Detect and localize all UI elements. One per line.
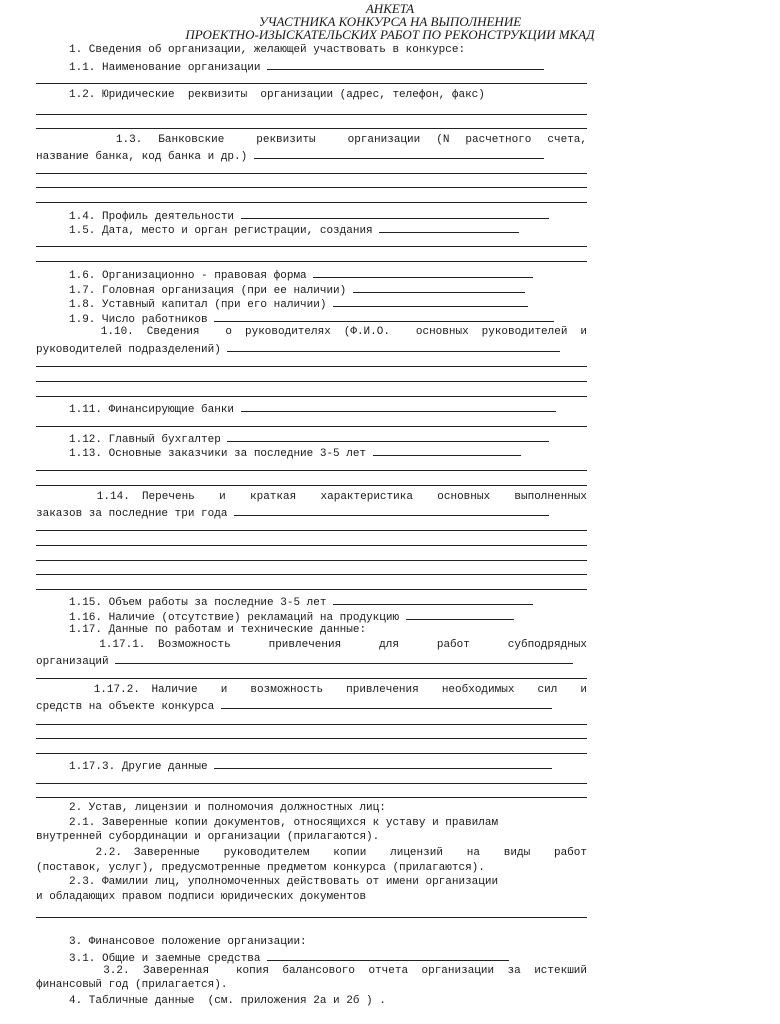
blank-line[interactable]: [36, 560, 587, 561]
fill-line[interactable]: [373, 444, 521, 456]
blank-line[interactable]: [36, 173, 587, 174]
blank-line[interactable]: [36, 381, 587, 382]
blank-line[interactable]: [36, 589, 587, 590]
fill-line[interactable]: [227, 340, 560, 352]
field-1-10-cont: [36, 340, 587, 357]
field-label: 1.8. Уставный капитал (при его наличии): [36, 299, 334, 311]
fill-line[interactable]: [406, 608, 514, 620]
blank-line[interactable]: [36, 678, 587, 679]
document-subtitle-1: УЧАСТНИКА КОНКУРСА НА ВЫПОЛНЕНИЕ: [258, 14, 522, 29]
fill-line[interactable]: [234, 504, 549, 516]
field-label: 1.7. Головная организация (при ее наличии): [36, 285, 353, 297]
fill-line[interactable]: [214, 757, 552, 769]
document-subtitle-2: ПРОЕКТНО-ИЗЫСКАТЕЛЬСКИХ РАБОТ ПО РЕКОНСТРУКЦИИ МКАД: [185, 27, 595, 42]
field-1-17-3: [36, 757, 587, 774]
blank-line[interactable]: [36, 83, 587, 84]
blank-line[interactable]: [36, 187, 587, 188]
blank-line[interactable]: [36, 114, 587, 115]
fill-line[interactable]: [333, 295, 528, 307]
field-1-17-2: 1.17.2. Наличие и возможность привлечения необходимых сил и: [36, 684, 587, 696]
section-3-heading: 3. Финансовое положение организации:: [36, 936, 307, 948]
fill-line[interactable]: [333, 593, 533, 605]
document-title: АНКЕТА: [365, 1, 415, 16]
blank-line[interactable]: [36, 738, 587, 739]
field-1-17: 1.17. Данные по работам и технические данные:: [36, 624, 367, 636]
field-label: 1.16. Наличие (отсутствие) рекламаций на продукцию: [36, 612, 406, 624]
blank-line[interactable]: [36, 426, 587, 427]
fill-line[interactable]: [267, 949, 509, 961]
blank-line[interactable]: [36, 202, 587, 203]
fill-line[interactable]: [214, 310, 554, 322]
field-1-17-2-cont: [36, 697, 587, 714]
field-1-3-cont: [36, 147, 587, 164]
field-1-11: [36, 400, 587, 417]
blank-line[interactable]: [36, 753, 587, 754]
blank-line[interactable]: [36, 917, 587, 918]
field-label: 1.4. Профиль деятельности: [36, 211, 241, 223]
field-1-14: 1.14. Перечень и краткая характеристика основных выполненных: [36, 491, 587, 503]
field-label: название банка, код банка и др.): [36, 151, 254, 163]
section-4-heading: 4. Табличные данные (см. приложения 2а и 2б ) .: [36, 995, 386, 1007]
blank-line[interactable]: [36, 246, 587, 247]
field-1-2: 1.2. Юридические реквизиты организации (адрес, телефон, факс): [36, 89, 485, 101]
blank-line[interactable]: [36, 485, 587, 486]
item-2-2-cont: (поставок, услуг), предусмотренные предметом конкурса (прилагаются).: [36, 862, 485, 874]
section-1-heading: 1. Сведения об организации, желающей участвовать в конкурсе:: [36, 44, 466, 56]
blank-line[interactable]: [36, 545, 587, 546]
fill-line[interactable]: [379, 221, 519, 233]
field-label: 1.9. Число работников: [36, 314, 215, 326]
item-2-3: 2.3. Фамилии лиц, уполномоченных действовать от имени организации: [36, 876, 499, 888]
fill-line[interactable]: [241, 400, 556, 412]
blank-line[interactable]: [36, 470, 587, 471]
field-1-17-1: 1.17.1. Возможность привлечения для работ субподрядных: [36, 639, 587, 651]
fill-line[interactable]: [353, 281, 525, 293]
fill-line[interactable]: [115, 652, 573, 664]
fill-line[interactable]: [227, 430, 549, 442]
item-2-2: 2.2. Заверенные руководителем копии лицензий на виды работ: [36, 847, 587, 859]
field-1-5: [36, 221, 587, 238]
field-1-1: [36, 58, 587, 75]
blank-line[interactable]: [36, 530, 587, 531]
field-1-13: [36, 444, 587, 461]
field-label: средств на объекте конкурса: [36, 701, 221, 713]
blank-line[interactable]: [36, 783, 587, 784]
blank-line[interactable]: [36, 261, 587, 262]
field-label: 1.13. Основные заказчики за последние 3-5 лет: [36, 448, 373, 460]
item-3-2-cont: финансовый год (прилагается).: [36, 979, 228, 991]
field-label: 1.1. Наименование организации: [36, 62, 268, 74]
fill-line[interactable]: [313, 266, 533, 278]
field-label: заказов за последние три года: [36, 508, 235, 520]
fill-line[interactable]: [221, 697, 552, 709]
field-label: 3.1. Общие и заемные средства: [36, 953, 268, 965]
field-label: 1.5. Дата, место и орган регистрации, создания: [36, 225, 380, 237]
fill-line[interactable]: [241, 207, 549, 219]
field-label: 1.6. Организационно - правовая форма: [36, 270, 314, 282]
blank-line[interactable]: [36, 396, 587, 397]
fill-line[interactable]: [254, 147, 544, 159]
field-label: руководителей подразделений): [36, 344, 228, 356]
blank-line[interactable]: [36, 366, 587, 367]
field-label: организаций: [36, 656, 116, 668]
field-1-17-1-cont: [36, 652, 587, 669]
fill-line[interactable]: [267, 58, 544, 70]
field-label: 1.17.3. Другие данные: [36, 761, 215, 773]
blank-line[interactable]: [36, 724, 587, 725]
item-2-3-cont: и обладающих правом подписи юридических документов: [36, 891, 367, 903]
item-2-1: 2.1. Заверенные копии документов, относящихся к уставу и правилам: [36, 817, 499, 829]
field-label: 1.11. Финансирующие банки: [36, 404, 241, 416]
field-label: 1.12. Главный бухгалтер: [36, 434, 228, 446]
blank-line[interactable]: [36, 574, 587, 575]
section-2-heading: 2. Устав, лицензии и полномочия должностных лиц:: [36, 802, 386, 814]
item-3-2: 3.2. Заверенная копия балансового отчета организации за истекший: [36, 965, 587, 977]
field-1-10: 1.10. Сведения о руководителях (Ф.И.О. основных руководителей и: [36, 326, 587, 338]
blank-line[interactable]: [36, 797, 587, 798]
item-2-1-cont: внутренней субординации и организации (прилагаются).: [36, 831, 380, 843]
field-label: 1.15. Объем работы за последние 3-5 лет: [36, 597, 334, 609]
field-1-3: 1.3. Банковские реквизиты организации (N расчетного счета,: [36, 134, 587, 146]
blank-line[interactable]: [36, 128, 587, 129]
field-1-14-cont: [36, 504, 587, 521]
